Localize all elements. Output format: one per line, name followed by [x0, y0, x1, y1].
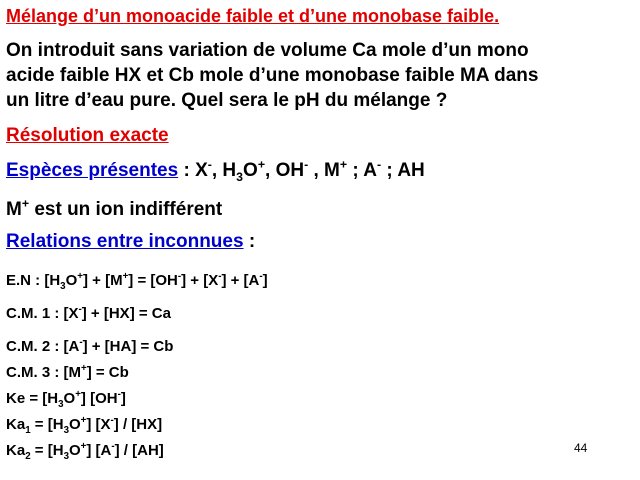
- eq-ka1-part: O: [69, 416, 81, 433]
- species-oh-charge: -: [304, 157, 309, 172]
- eq-en-sup: -: [218, 271, 222, 282]
- species-x-charge: -: [207, 157, 212, 172]
- eq-en-sup: +: [77, 271, 83, 282]
- eq-en-sub: 3: [60, 281, 66, 292]
- eq-ke-part: ]: [120, 390, 126, 407]
- resolution-heading-text: Résolution exacte: [6, 125, 169, 146]
- eq-cm2-part: ] + [HA] = Cb: [82, 338, 174, 355]
- eq-en-part: E.N : [H: [6, 272, 61, 289]
- eq-ka1-sup: -: [110, 415, 114, 426]
- species-ah: ; AH: [381, 160, 425, 181]
- relations-line: [6, 231, 255, 253]
- eq-ka1-sub: 1: [25, 425, 31, 436]
- eq-cm1-part: ] + [HX] = Ca: [81, 305, 171, 322]
- slide-title-text: Mélange d’un monoacide faible et d’une monobase faible.: [6, 6, 500, 26]
- eq-en-part: O: [65, 272, 78, 289]
- eq-cm3-sup: +: [81, 363, 87, 374]
- intro-line-2: acide faible HX et Cb mole d’une monobase faible MA dans: [6, 65, 539, 86]
- relations-label: Relations entre inconnues: [6, 231, 244, 252]
- intro-line-1: On introduit sans variation de volume Ca mole d’un mono: [6, 40, 529, 61]
- eq-cm2-part: C.M. 2 : [A: [6, 338, 80, 355]
- eq-ka2-part: O: [69, 442, 81, 459]
- equation-ka2: [6, 441, 164, 462]
- eq-cm3-part: ] = Cb: [86, 364, 129, 381]
- eq-ka1-part: ] / [HX]: [113, 416, 163, 433]
- species-oh: , OH: [265, 160, 305, 181]
- eq-ke-part: O: [63, 390, 76, 407]
- eq-en-sup: +: [122, 271, 129, 282]
- species-h3o-charge: +: [257, 157, 266, 172]
- eq-en-sup: -: [259, 271, 263, 282]
- eq-en-part: ] + [M: [82, 272, 123, 289]
- eq-en-part: ] + [X: [181, 272, 219, 289]
- indifferent-ion-line: [6, 196, 223, 221]
- eq-cm1-part: C.M. 1 : [X: [6, 305, 79, 322]
- species-m-charge: +: [339, 157, 348, 172]
- eq-ka1-part: Ka: [6, 416, 26, 433]
- equation-cm2: [6, 338, 173, 355]
- eq-ka1-part: = [H: [30, 416, 64, 433]
- equation-cm1: [6, 305, 171, 322]
- eq-en-part: ] = [OH: [128, 272, 178, 289]
- eq-ka2-part: ] / [AH]: [114, 442, 164, 459]
- species-x: X: [195, 160, 208, 181]
- intro-paragraph: [6, 38, 631, 113]
- resolution-heading: [6, 125, 169, 147]
- mplus-charge: +: [21, 196, 30, 211]
- eq-ke-sub: 3: [58, 399, 64, 410]
- equation-en: [6, 271, 268, 292]
- species-h3-sub: 3: [236, 169, 244, 184]
- intro-line-3: un litre d’eau pure. Quel sera le pH du mélange ?: [6, 90, 448, 111]
- equation-ka1: [6, 415, 163, 436]
- eq-en-part: ]: [262, 272, 268, 289]
- slide-title: [6, 6, 499, 27]
- eq-cm2-sup: -: [79, 337, 83, 348]
- species-h: , H: [211, 160, 237, 181]
- eq-en-part: ] + [A: [221, 272, 260, 289]
- eq-ka2-part: ] [A: [86, 442, 112, 459]
- eq-ke-sup: +: [75, 389, 81, 400]
- eq-ke-part: ] [OH: [80, 390, 118, 407]
- mplus-rest: est un ion indifférent: [29, 199, 223, 220]
- eq-ke-part: Ke = [H: [6, 390, 59, 407]
- eq-ke-sup: -: [117, 389, 121, 400]
- page-number: 44: [574, 441, 588, 455]
- eq-ka2-sup: +: [80, 441, 87, 452]
- eq-ka2-sub: 3: [63, 451, 69, 462]
- eq-ka1-sub: 3: [63, 425, 69, 436]
- eq-ka2-sup: -: [111, 441, 115, 452]
- species-label: Espèces présentes: [6, 160, 179, 181]
- relations-sep: :: [243, 231, 256, 252]
- mplus-m: M: [6, 199, 22, 220]
- species-a: ; A: [347, 160, 378, 181]
- eq-ka2-part: Ka: [6, 442, 26, 459]
- species-o: O: [243, 160, 258, 181]
- eq-ka2-part: = [H: [30, 442, 64, 459]
- eq-en-sup: -: [177, 271, 182, 282]
- eq-cm1-sup: -: [78, 304, 82, 315]
- species-sep: :: [178, 160, 196, 181]
- eq-cm3-part: C.M. 3 : [M: [6, 364, 81, 381]
- eq-ka1-part: ] [X: [86, 416, 111, 433]
- species-line: [6, 157, 425, 184]
- equation-ke: [6, 389, 126, 410]
- species-a-charge: -: [377, 157, 382, 172]
- equation-cm3: [6, 364, 129, 381]
- eq-ka1-sup: +: [80, 415, 87, 426]
- eq-ka2-sub: 2: [25, 451, 31, 462]
- species-m: , M: [308, 160, 340, 181]
